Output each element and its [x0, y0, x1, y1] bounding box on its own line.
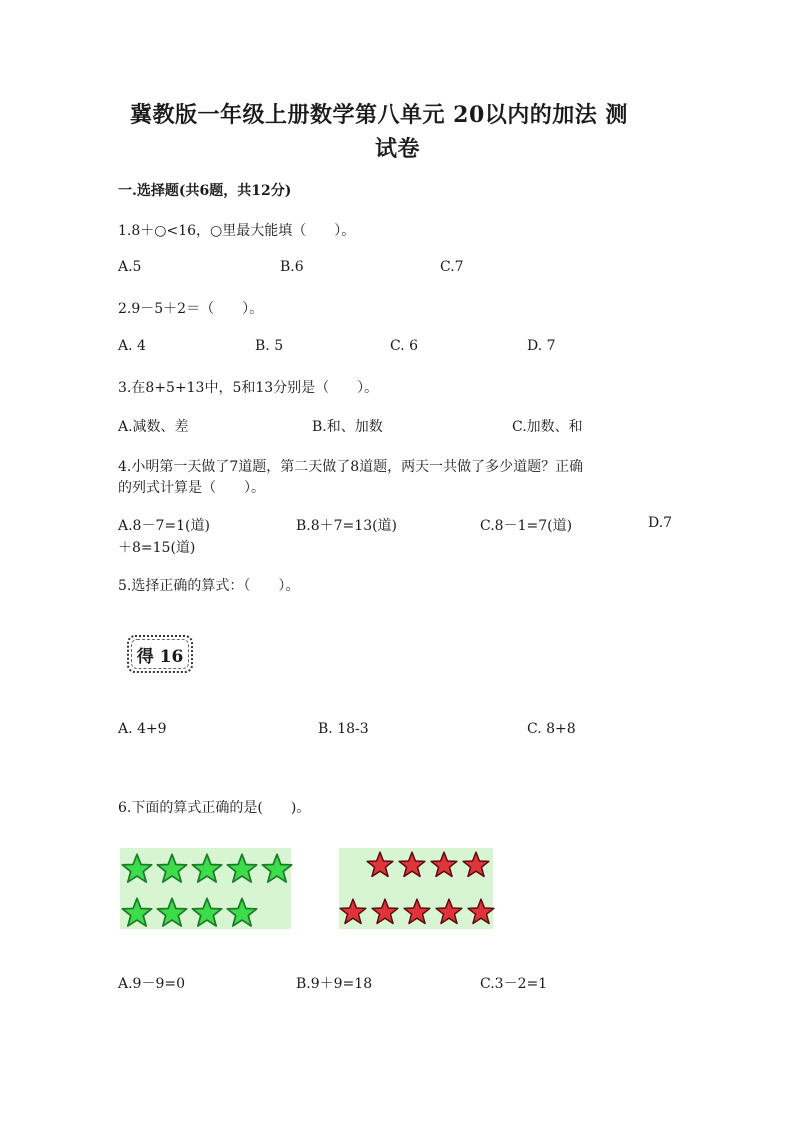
green-star-icon: [191, 897, 223, 929]
badge-inner-border: [131, 639, 189, 669]
q4-option-c[interactable]: C.8－1=7(道): [480, 518, 573, 534]
q1-option-b[interactable]: B.6: [280, 259, 304, 275]
q3-option-a[interactable]: A.减数、差: [118, 419, 189, 435]
red-star-icon: [398, 851, 426, 879]
page-title-line2: 试卷: [375, 136, 421, 162]
red-star-icon: [339, 898, 367, 926]
q4-option-a[interactable]: A.8－7=1(道): [118, 518, 210, 534]
question-1: 1.8＋○<16，○里最大能填（ ）。: [118, 223, 356, 239]
q2-option-a[interactable]: A. 4: [118, 338, 146, 354]
badge-text: 得 16: [136, 646, 184, 667]
red-star-icon: [371, 898, 399, 926]
question-5: 5.选择正确的算式：（ ）。: [118, 578, 300, 594]
red-star-icon: [403, 898, 431, 926]
question-4-line1: 4.小明第一天做了7道题，第二天做了8道题，两天一共做了多少道题？正确: [118, 459, 584, 475]
question-6: 6.下面的算式正确的是( )。: [118, 800, 311, 816]
green-star-icon: [156, 897, 188, 929]
red-star-icon: [430, 851, 458, 879]
q6-option-b[interactable]: B.9＋9=18: [296, 976, 373, 992]
q3-option-c[interactable]: C.加数、和: [512, 419, 583, 435]
q6-option-a[interactable]: A.9－9=0: [118, 976, 186, 992]
q2-option-b[interactable]: B. 5: [255, 338, 284, 354]
question-2: 2.9－5＋2＝（ ）。: [118, 301, 264, 317]
red-star-icon: [366, 851, 394, 879]
green-star-icon: [121, 897, 153, 929]
green-star-icon: [226, 853, 258, 885]
page-title-line1: 冀教版一年级上册数学第八单元 20以内的加法 测: [130, 102, 628, 128]
q2-option-d[interactable]: D. 7: [527, 338, 556, 354]
green-star-icon: [191, 853, 223, 885]
green-star-icon: [156, 853, 188, 885]
q5-option-c[interactable]: C. 8+8: [527, 721, 576, 737]
green-star-icon: [226, 897, 258, 929]
q5-option-a[interactable]: A. 4+9: [118, 721, 167, 737]
q4-option-b[interactable]: B.8＋7=13(道): [296, 518, 398, 534]
red-star-icon: [435, 898, 463, 926]
question-3: 3.在8+5+13中，5和13分别是（ ）。: [118, 380, 379, 396]
q4-option-d[interactable]: D.7: [648, 515, 673, 531]
red-star-icon: [467, 898, 495, 926]
q2-option-c[interactable]: C. 6: [390, 338, 419, 354]
q3-option-b[interactable]: B.和、加数: [312, 419, 383, 435]
q1-option-a[interactable]: A.5: [118, 259, 142, 275]
q1-option-c[interactable]: C.7: [440, 259, 464, 275]
green-star-icon: [261, 853, 293, 885]
q4-option-d-continued: ＋8=15(道): [118, 540, 196, 556]
question-4-line2: 的列式计算是（ ）。: [118, 480, 265, 496]
q5-option-b[interactable]: B. 18-3: [318, 721, 369, 737]
red-star-icon: [462, 851, 490, 879]
green-star-icon: [121, 853, 153, 885]
section-heading: 一.选择题(共6题，共12分): [118, 183, 292, 199]
q6-option-c[interactable]: C.3－2=1: [480, 976, 548, 992]
